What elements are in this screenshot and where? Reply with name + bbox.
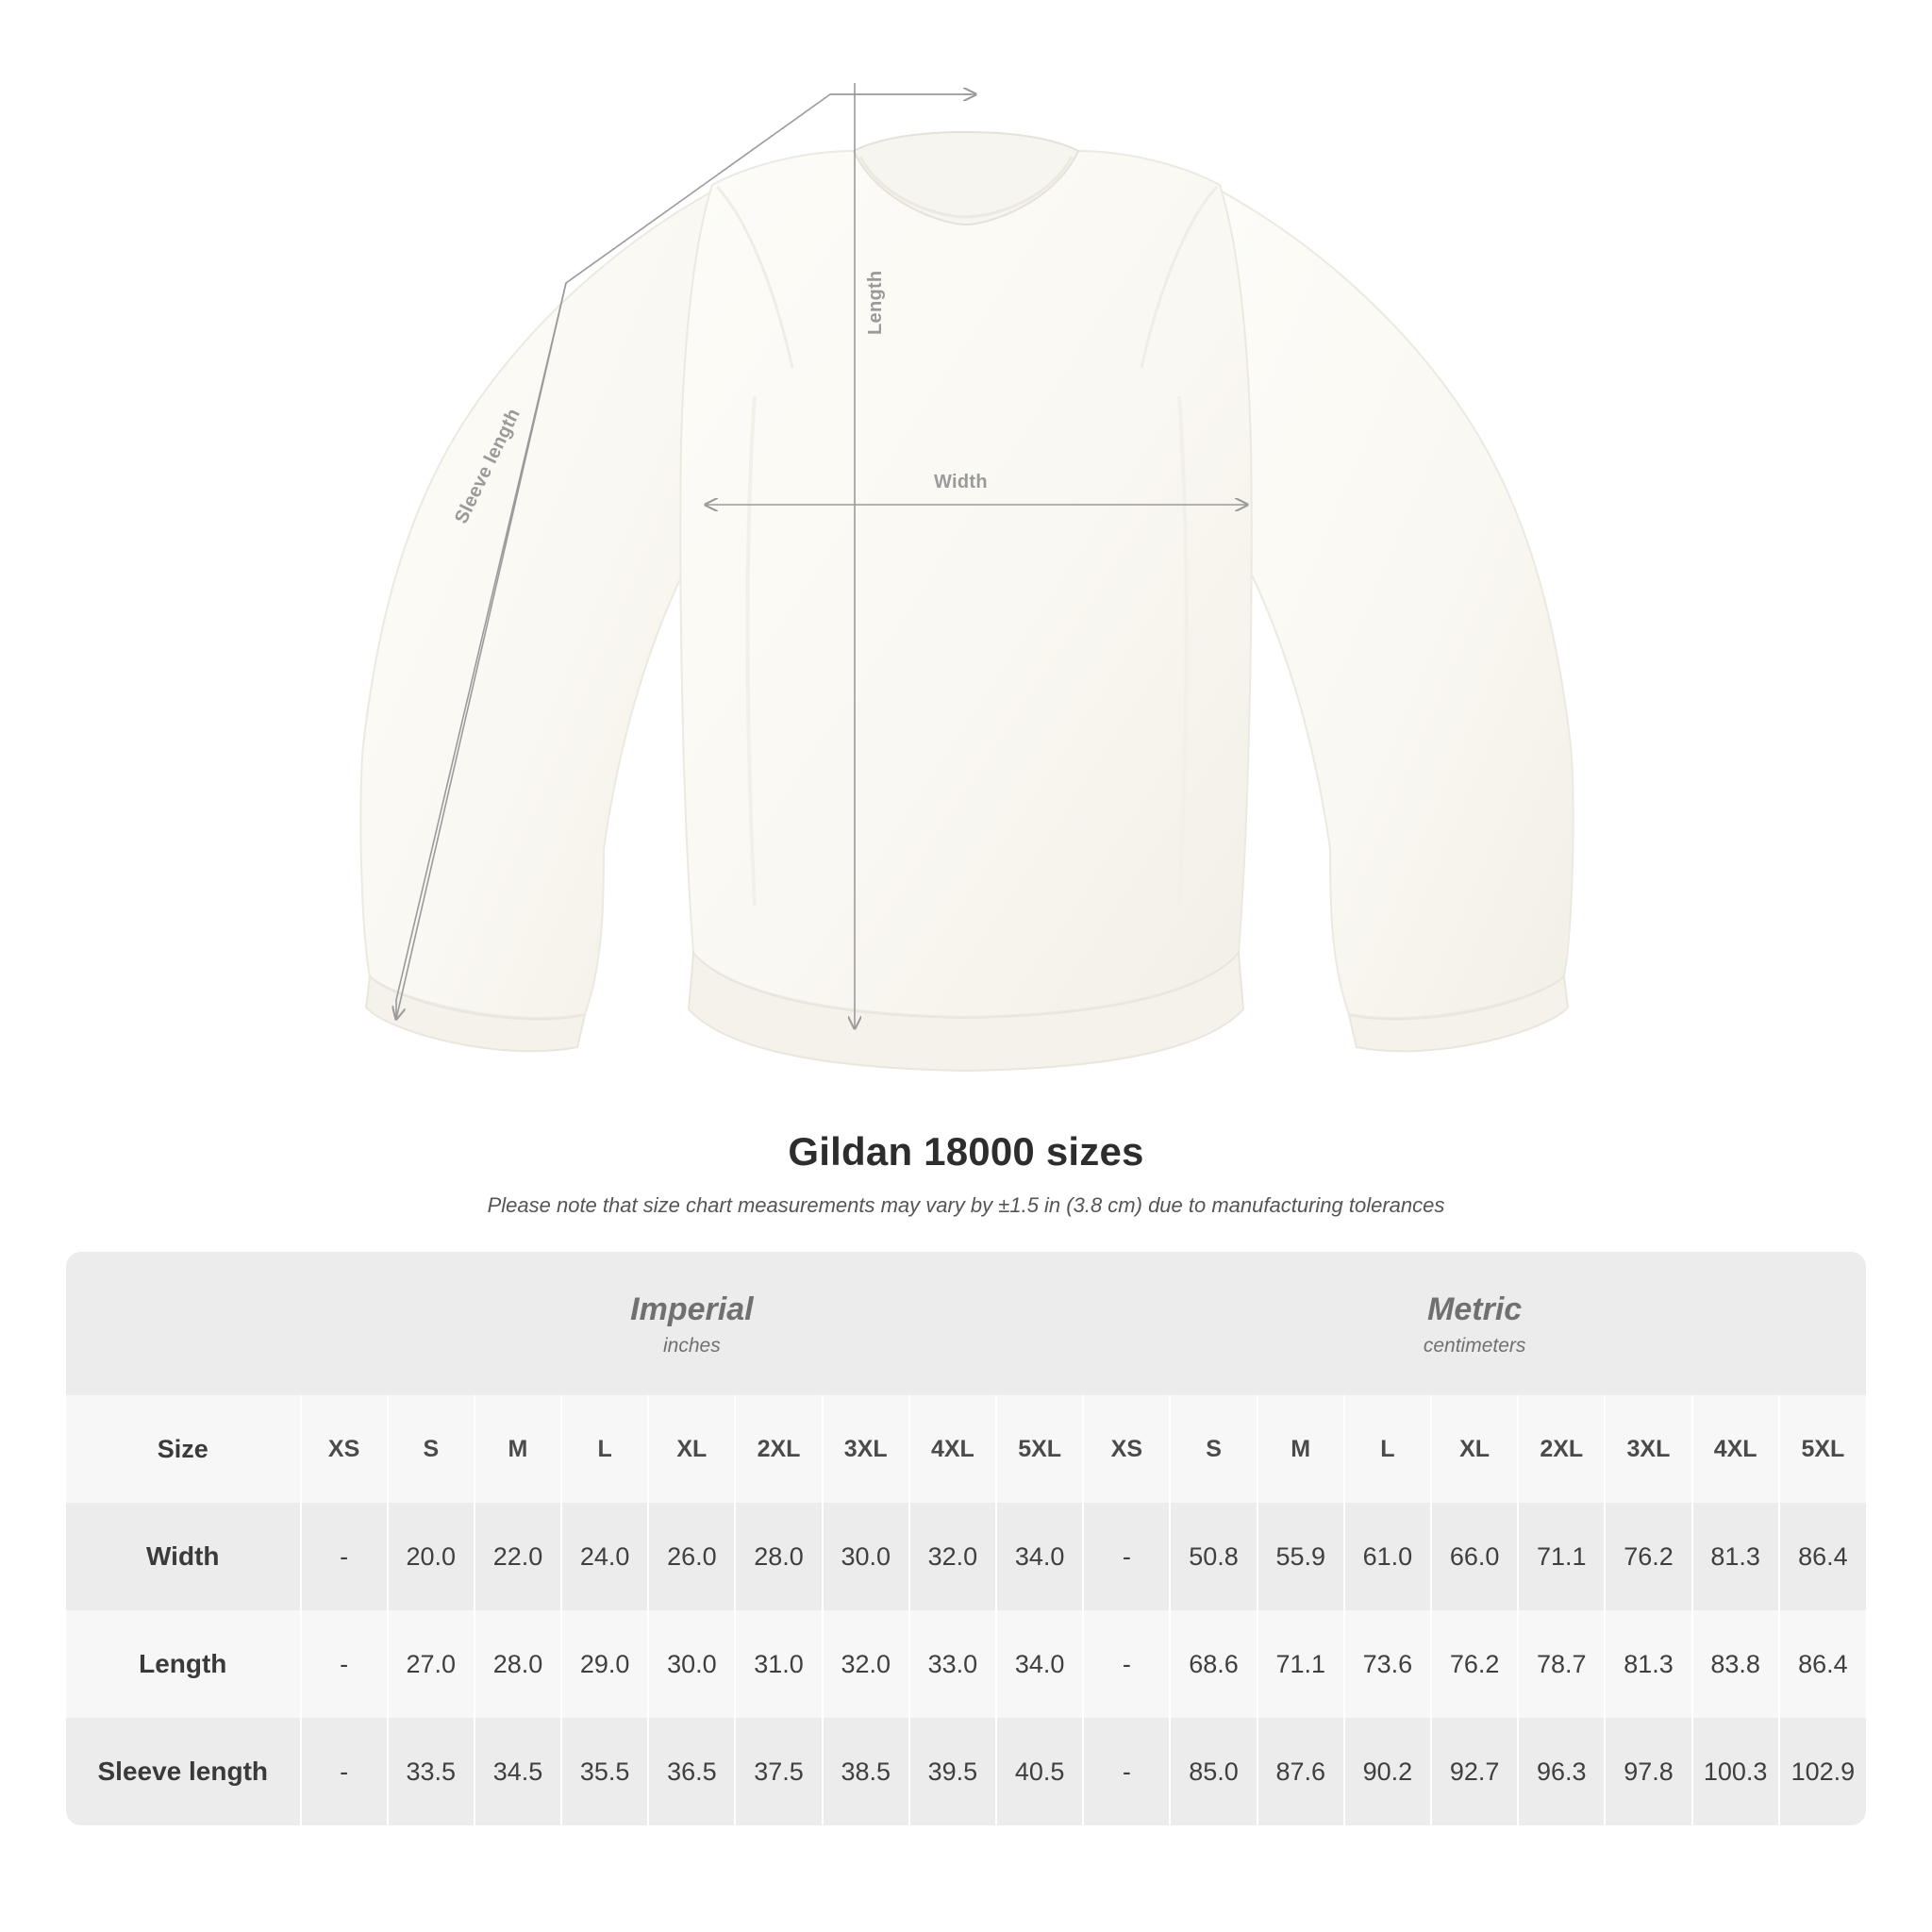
size-table-wrapper xyxy=(66,1252,1866,1825)
size-header-imperial-5xl: 5XL xyxy=(996,1395,1083,1503)
width-metric-5xl: 86.4 xyxy=(1779,1503,1866,1610)
sleeve-imperial-4xl: 39.5 xyxy=(909,1718,996,1825)
length-metric-xl: 76.2 xyxy=(1431,1610,1518,1718)
size-table xyxy=(66,1252,1866,1825)
size-header-imperial-3xl: 3XL xyxy=(823,1395,909,1503)
sleeve-metric-5xl: 102.9 xyxy=(1779,1718,1866,1825)
sleeve-imperial-xl: 36.5 xyxy=(648,1718,735,1825)
row-label-width: Width xyxy=(66,1503,301,1610)
unit-header-row xyxy=(66,1252,1866,1395)
width-metric-l: 61.0 xyxy=(1344,1503,1431,1610)
length-metric-xs: - xyxy=(1083,1610,1170,1718)
row-label-length: Length xyxy=(66,1610,301,1718)
row-label-sleeve-length: Sleeve length xyxy=(66,1718,301,1825)
table-row xyxy=(66,1503,1866,1610)
width-imperial-5xl: 34.0 xyxy=(996,1503,1083,1610)
metric-label: Metric xyxy=(1427,1291,1523,1327)
width-metric-m: 55.9 xyxy=(1257,1503,1344,1610)
length-imperial-s: 27.0 xyxy=(388,1610,475,1718)
length-imperial-l: 29.0 xyxy=(561,1610,648,1718)
sleeve-imperial-3xl: 38.5 xyxy=(823,1718,909,1825)
sleeve-metric-3xl: 97.8 xyxy=(1605,1718,1691,1825)
imperial-sublabel: inches xyxy=(663,1335,721,1357)
length-metric-3xl: 81.3 xyxy=(1605,1610,1691,1718)
width-metric-2xl: 71.1 xyxy=(1518,1503,1605,1610)
size-header-label: Size xyxy=(66,1395,301,1503)
length-metric-m: 71.1 xyxy=(1257,1610,1344,1718)
sweatshirt-shape xyxy=(360,132,1573,1071)
size-header-metric-m: M xyxy=(1257,1395,1344,1503)
width-imperial-xs: - xyxy=(301,1503,388,1610)
size-header-metric-xl: XL xyxy=(1431,1395,1518,1503)
size-header-metric-3xl: 3XL xyxy=(1605,1395,1691,1503)
title-block xyxy=(0,1129,1932,1218)
metric-unit-header xyxy=(1083,1252,1866,1395)
length-metric-2xl: 78.7 xyxy=(1518,1610,1605,1718)
length-imperial-m: 28.0 xyxy=(475,1610,561,1718)
size-header-imperial-4xl: 4XL xyxy=(909,1395,996,1503)
width-imperial-3xl: 30.0 xyxy=(823,1503,909,1610)
size-header-imperial-xl: XL xyxy=(648,1395,735,1503)
width-metric-xs: - xyxy=(1083,1503,1170,1610)
size-header-imperial-m: M xyxy=(475,1395,561,1503)
length-metric-5xl: 86.4 xyxy=(1779,1610,1866,1718)
size-header-imperial-s: S xyxy=(388,1395,475,1503)
sleeve-imperial-xs: - xyxy=(301,1718,388,1825)
imperial-unit-header xyxy=(301,1252,1084,1395)
sleeve-metric-xl: 92.7 xyxy=(1431,1718,1518,1825)
size-header-row xyxy=(66,1395,1866,1503)
size-header-metric-xs: XS xyxy=(1083,1395,1170,1503)
tolerance-note: Please note that size chart measurements may vary by ±1.5 in (3.8 cm) due to manufacturing tolerances xyxy=(487,1193,1445,1217)
width-imperial-4xl: 32.0 xyxy=(909,1503,996,1610)
metric-sublabel: centimeters xyxy=(1423,1335,1526,1357)
sleeve-metric-4xl: 100.3 xyxy=(1692,1718,1779,1825)
length-imperial-4xl: 33.0 xyxy=(909,1610,996,1718)
width-metric-xl: 66.0 xyxy=(1431,1503,1518,1610)
size-header-metric-s: S xyxy=(1170,1395,1257,1503)
size-header-imperial-xs: XS xyxy=(301,1395,388,1503)
width-metric-s: 50.8 xyxy=(1170,1503,1257,1610)
sleeve-metric-xs: - xyxy=(1083,1718,1170,1825)
length-imperial-3xl: 32.0 xyxy=(823,1610,909,1718)
length-metric-4xl: 83.8 xyxy=(1692,1610,1779,1718)
sleeve-imperial-2xl: 37.5 xyxy=(735,1718,822,1825)
size-header-metric-l: L xyxy=(1344,1395,1431,1503)
length-imperial-xl: 30.0 xyxy=(648,1610,735,1718)
width-imperial-xl: 26.0 xyxy=(648,1503,735,1610)
length-dimension-label: Length xyxy=(865,270,886,335)
sleeve-imperial-s: 33.5 xyxy=(388,1718,475,1825)
sleeve-length-dimension-label: Sleeve length xyxy=(451,405,525,527)
length-metric-s: 68.6 xyxy=(1170,1610,1257,1718)
size-header-imperial-2xl: 2XL xyxy=(735,1395,822,1503)
width-imperial-m: 22.0 xyxy=(475,1503,561,1610)
width-imperial-l: 24.0 xyxy=(561,1503,648,1610)
sleeve-metric-m: 87.6 xyxy=(1257,1718,1344,1825)
table-row xyxy=(66,1718,1866,1825)
sleeve-imperial-m: 34.5 xyxy=(475,1718,561,1825)
width-imperial-s: 20.0 xyxy=(388,1503,475,1610)
length-imperial-5xl: 34.0 xyxy=(996,1610,1083,1718)
width-metric-4xl: 81.3 xyxy=(1692,1503,1779,1610)
length-imperial-xs: - xyxy=(301,1610,388,1718)
sleeve-metric-l: 90.2 xyxy=(1344,1718,1431,1825)
size-header-metric-4xl: 4XL xyxy=(1692,1395,1779,1503)
sleeve-metric-s: 85.0 xyxy=(1170,1718,1257,1825)
imperial-label: Imperial xyxy=(630,1291,754,1327)
sleeve-imperial-5xl: 40.5 xyxy=(996,1718,1083,1825)
page-title: Gildan 18000 sizes xyxy=(788,1129,1144,1174)
unit-header-spacer xyxy=(66,1252,301,1395)
table-row xyxy=(66,1610,1866,1718)
sleeve-imperial-l: 35.5 xyxy=(561,1718,648,1825)
width-imperial-2xl: 28.0 xyxy=(735,1503,822,1610)
sleeve-metric-2xl: 96.3 xyxy=(1518,1718,1605,1825)
width-metric-3xl: 76.2 xyxy=(1605,1503,1691,1610)
size-header-metric-2xl: 2XL xyxy=(1518,1395,1605,1503)
length-metric-l: 73.6 xyxy=(1344,1610,1431,1718)
length-imperial-2xl: 31.0 xyxy=(735,1610,822,1718)
width-dimension-label: Width xyxy=(934,472,988,492)
size-header-metric-5xl: 5XL xyxy=(1779,1395,1866,1503)
size-header-imperial-l: L xyxy=(561,1395,648,1503)
